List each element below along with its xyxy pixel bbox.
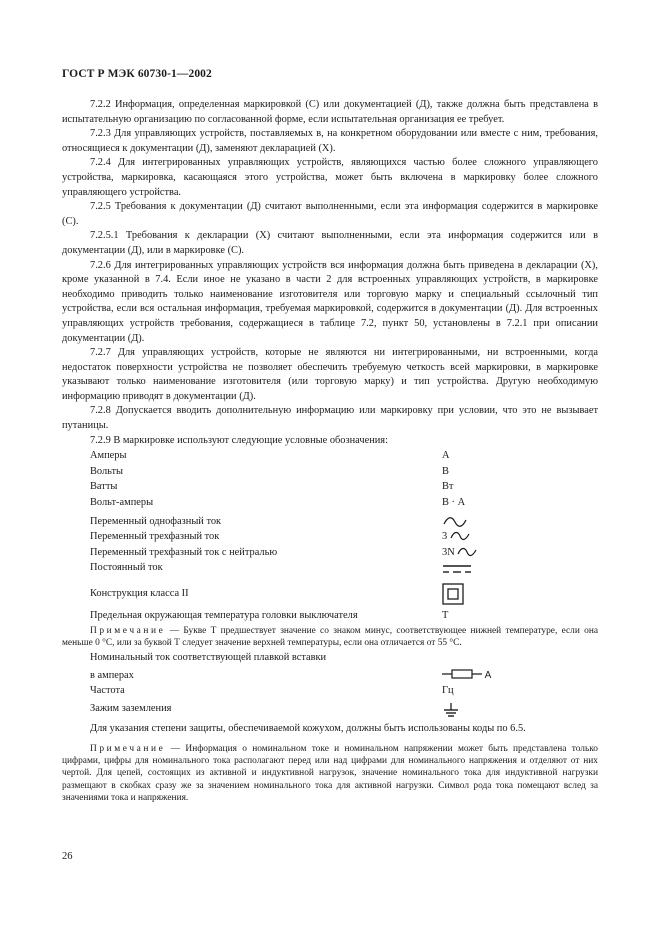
symbol-label: Переменный однофазный ток	[90, 515, 222, 527]
symbol-label: Конструкция класса II	[90, 588, 189, 600]
symbol-value	[442, 669, 491, 684]
symbol-label: Вольт-амперы	[90, 496, 154, 508]
symbol-value: Вт	[442, 481, 454, 493]
note-1	[62, 625, 598, 650]
symbol-label: Зажим заземления	[90, 703, 172, 715]
note-label: Примечание	[90, 743, 166, 754]
symbol-row-dc	[90, 561, 598, 583]
symbol-row-class-ii	[90, 583, 598, 609]
dc-current-icon	[442, 561, 472, 577]
symbol-row-ambient-temperature	[90, 609, 598, 625]
symbol-row-watts	[90, 480, 598, 496]
paragraph-7-2-5-1: 7.2.5.1 Требования к декларации (X) считают выполненными, если эта информация содержится или в документации (Д), или в маркировке (С).	[62, 230, 598, 256]
fuse-icon	[442, 669, 482, 679]
earth-ground-icon	[442, 702, 460, 718]
document-body	[62, 98, 598, 805]
symbol-label: Постоянный ток	[90, 562, 163, 574]
paragraph-7-2-2: 7.2.2 Информация, определенная маркировкой (С) или документацией (Д), также должна быть представлена в испытательную организацию по согласованной форме, если испытательная организация ее требует.	[62, 99, 598, 125]
symbol-label: Переменный трехфазный ток с нейтралью	[90, 546, 278, 558]
ac-tilde-icon	[457, 546, 477, 558]
symbol-label: Предельная окружающая температура головки выключателя	[90, 610, 358, 622]
symbols-list-2	[90, 651, 598, 723]
note-2	[62, 743, 598, 805]
symbol-row-ac-single-phase	[90, 515, 598, 531]
symbol-row-fuse-amperes	[90, 669, 598, 685]
paragraph-7-2-5: 7.2.5 Требования к документации (Д) считают выполненными, если эта информация содержится в маркировке (С).	[62, 201, 598, 227]
symbol-prefix: 3N	[442, 546, 455, 558]
symbol-row-ac-three-phase	[90, 530, 598, 546]
symbol-label: Частота	[90, 685, 125, 697]
symbol-row-fuse-heading	[90, 651, 598, 669]
note-text: — Информация о номинальном токе и номинальном напряжении может быть представлена только цифрами, цифры для номинального тока располагают перед или над цифрами для номинального напряжения и отделяют от них чертой. Для цепей, состоящих из активной и индуктивной нагрузок, значение номинального тока для индуктивной нагрузки размещают в скобках сразу же за значением номинального тока для активной нагрузки. Символ рода тока помещают вслед за значениями тока и напряжения.	[62, 743, 598, 804]
paragraph-7-2-7: 7.2.7 Для управляющих устройств, которые не являются ни интегрированными, ни встроенными, когда недостаток поверхности устройства не позволяет обеспечить требуемую четкость всей маркировки, в маркировке указывают только наименование изготовителя (или торговую марку) и тип устройства. Другую необходимую информацию приводят в документации (Д).	[62, 347, 598, 402]
paragraph-7-2-6: 7.2.6 Для интегрированных управляющих устройств вся информация должна быть приведена в декларации (X), кроме указанной в 7.4. Если иное не указано в части 2 для встроенных управляющих устройств, в маркировке необходимо приводить только наименование изготовителя или торговую марку и специальный ссылочный тип устройства, если вся остальная информация, требуемая маркировкой, содержится в документации (Д). Для встроенных управляющих устройств требования, содержащиеся в таблице 7.2, пункт 50, установлены в 7.2.1 при описании документации (Д).	[62, 259, 598, 344]
symbol-row-ac-three-phase-neutral	[90, 546, 598, 562]
symbol-row-volts	[90, 465, 598, 481]
symbol-value	[442, 530, 470, 545]
symbol-label: в амперах	[90, 669, 134, 681]
fuse-unit-label: А	[484, 669, 492, 681]
ac-tilde-icon	[450, 530, 470, 542]
symbol-value: Т	[442, 610, 449, 622]
symbol-label: Номинальный ток соответствующей плавкой вставки	[90, 651, 327, 663]
symbol-label: Вольты	[90, 465, 124, 477]
symbol-label: Ватты	[90, 481, 118, 493]
paragraph-7-2-4: 7.2.4 Для интегрированных управляющих устройств, являющихся частью более сложного управляющего устройства, маркировка, касающаяся этого устройства, может быть включена в маркировку более сложного управляющего устройства.	[62, 157, 598, 198]
symbol-label: Амперы	[90, 450, 127, 462]
note-label: Примечание	[90, 625, 166, 636]
symbol-value: В · А	[442, 496, 466, 508]
symbol-row-frequency	[90, 684, 598, 702]
symbols-list	[90, 449, 598, 625]
document-header: ГОСТ Р МЭК 60730-1—2002	[62, 68, 212, 80]
symbol-value: А	[442, 450, 450, 462]
ac-tilde-icon	[442, 515, 468, 529]
page-number: 26	[62, 851, 73, 862]
symbol-value: В	[442, 465, 449, 477]
symbol-value: Гц	[442, 685, 454, 697]
symbol-prefix: 3	[442, 531, 448, 543]
class-ii-double-square-icon	[442, 583, 464, 605]
note-text: — Букве Т предшествует значение со знаком минус, соответствующее нижней температуре, если она меньше 0 °С, или за буквой Т следует значение верхней температуры, если она отличается от 55 °С.	[62, 625, 598, 649]
symbol-row-volt-amperes	[90, 496, 598, 515]
paragraph-7-2-3: 7.2.3 Для управляющих устройств, поставляемых в, на конкретном оборудовании или вместе с ним, требования, относящиеся к документации (Д), заменяют декларацией (X).	[62, 128, 598, 154]
symbol-row-earth-terminal	[90, 702, 598, 722]
symbol-label: Переменный трехфазный ток	[90, 531, 220, 543]
symbol-row-amperes	[90, 449, 598, 465]
paragraph-protection: Для указания степени защиты, обеспечиваемой кожухом, должны быть использованы коды по 6.5.	[90, 723, 526, 735]
paragraph-7-2-9: 7.2.9 В маркировке используют следующие условные обозначения:	[90, 434, 388, 446]
symbol-value	[442, 546, 477, 561]
paragraph-7-2-8: 7.2.8 Допускается вводить дополнительную информацию или маркировку при условии, что это не вызывает путаницы.	[62, 405, 598, 432]
